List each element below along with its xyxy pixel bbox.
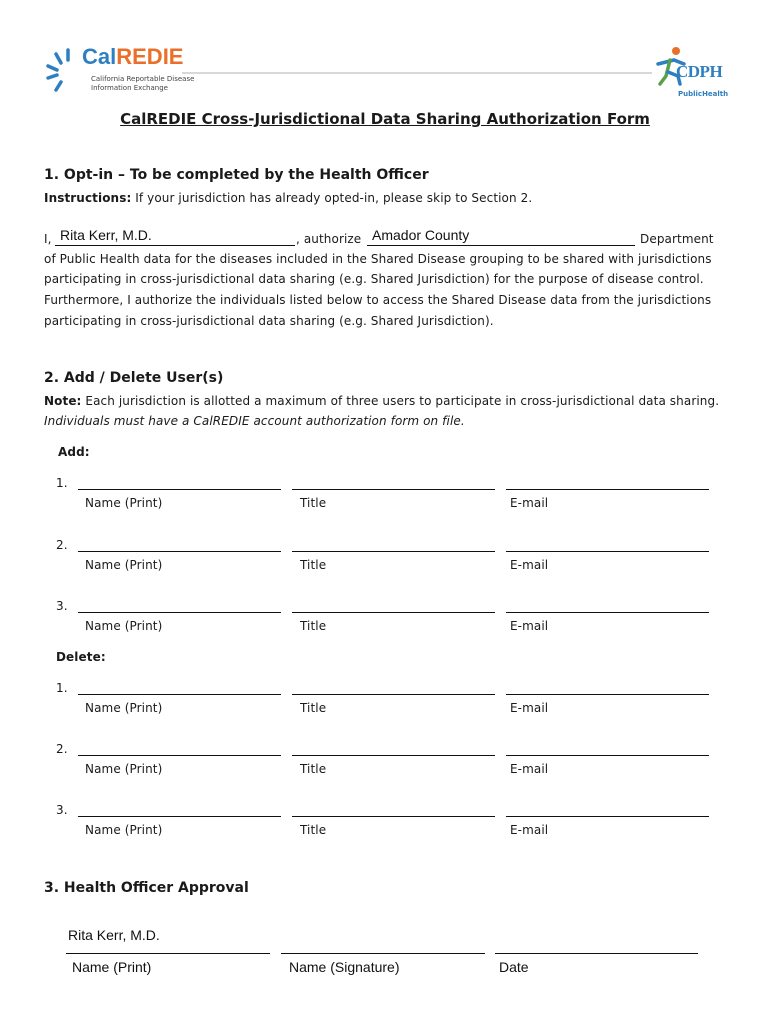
note-label: Note: <box>44 394 82 408</box>
email-caption: E-mail <box>510 701 549 715</box>
title-caption: Title <box>300 823 327 837</box>
department-text: Department <box>640 232 714 246</box>
name-caption: Name (Print) <box>85 496 163 510</box>
brand-subtitle-1: California Reportable Disease <box>91 75 195 83</box>
add-label: Add: <box>58 445 90 459</box>
approval-name-caption: Name (Print) <box>72 959 152 975</box>
name-caption: Name (Print) <box>85 701 163 715</box>
brand-subtitle-2: Information Exchange <box>91 84 168 92</box>
section3-heading: 3. Health Officer Approval <box>44 880 249 896</box>
section2-note <box>44 394 719 408</box>
title-caption: Title <box>300 701 327 715</box>
title-caption: Title <box>300 496 327 510</box>
instructions-text: If your jurisdiction has already opted-in, please skip to Section 2. <box>131 191 533 205</box>
approval-date-line[interactable] <box>495 953 698 954</box>
name-caption: Name (Print) <box>85 762 163 776</box>
title-line[interactable] <box>292 755 495 756</box>
officer-name-line <box>55 245 295 246</box>
note-text: Each jurisdiction is allotted a maximum of three users to participate in cross-jurisdictional data sharing. <box>81 394 720 408</box>
name-line[interactable] <box>78 551 281 552</box>
section1-heading: 1. Opt-in – To be completed by the Health Officer <box>44 167 429 183</box>
row-number: 3. <box>56 803 68 817</box>
name-line[interactable] <box>78 489 281 490</box>
officer-name-field[interactable]: Rita Kerr, M.D. <box>60 227 152 243</box>
email-line[interactable] <box>506 551 709 552</box>
approval-name-line <box>66 953 270 954</box>
brand-prefix: Cal <box>82 44 117 69</box>
section1-body-line-2: participating in cross-jurisdictional data sharing (e.g. Shared Jurisdiction) for the purpose of disease control. <box>44 272 704 286</box>
section1-instructions <box>44 191 532 205</box>
section1-body-line-4: participating in cross-jurisdictional data sharing (e.g. Shared Jurisdiction). <box>44 314 494 328</box>
approval-date-caption: Date <box>499 959 529 975</box>
email-caption: E-mail <box>510 762 549 776</box>
email-caption: E-mail <box>510 558 549 572</box>
section1-body-line-1: of Public Health data for the diseases included in the Shared Disease grouping to be shared with jurisdictions <box>44 252 712 266</box>
delete-label: Delete: <box>56 650 106 664</box>
approval-signature-line[interactable] <box>281 953 485 954</box>
email-line[interactable] <box>506 612 709 613</box>
title-line[interactable] <box>292 694 495 695</box>
note-italic: Individuals must have a CalREDIE account authorization form on file. <box>44 414 465 428</box>
title-line[interactable] <box>292 551 495 552</box>
email-caption: E-mail <box>510 823 549 837</box>
name-line[interactable] <box>78 755 281 756</box>
jurisdiction-line <box>367 245 635 246</box>
email-caption: E-mail <box>510 496 549 510</box>
email-line[interactable] <box>506 694 709 695</box>
calredie-logo <box>44 44 195 100</box>
name-caption: Name (Print) <box>85 619 163 633</box>
email-line[interactable] <box>506 489 709 490</box>
form-title: CalREDIE Cross-Jurisdictional Data Sharing Authorization Form <box>120 110 650 128</box>
calredie-star-icon <box>44 46 84 94</box>
section2-heading: 2. Add / Delete User(s) <box>44 370 224 386</box>
section1-body-line-3: Furthermore, I authorize the individuals listed below to access the Shared Disease data from the jurisdictions <box>44 293 712 307</box>
authorize-text: , authorize <box>296 232 362 246</box>
email-line[interactable] <box>506 816 709 817</box>
row-number: 3. <box>56 599 68 613</box>
jurisdiction-field[interactable]: Amador County <box>372 227 470 243</box>
name-caption: Name (Print) <box>85 823 163 837</box>
name-caption: Name (Print) <box>85 558 163 572</box>
title-caption: Title <box>300 619 327 633</box>
email-line[interactable] <box>506 755 709 756</box>
row-number: 1. <box>56 476 68 490</box>
row-number: 2. <box>56 742 68 756</box>
cdph-tagline: PublicHealth <box>678 90 729 98</box>
title-caption: Title <box>300 558 327 572</box>
approval-name-field[interactable]: Rita Kerr, M.D. <box>68 927 160 943</box>
title-line[interactable] <box>292 816 495 817</box>
header-rule <box>182 72 652 74</box>
cdph-logo <box>654 46 734 102</box>
row-number: 1. <box>56 681 68 695</box>
row-number: 2. <box>56 538 68 552</box>
title-line[interactable] <box>292 489 495 490</box>
instructions-label: Instructions: <box>44 191 132 205</box>
name-line[interactable] <box>78 694 281 695</box>
name-line[interactable] <box>78 816 281 817</box>
email-caption: E-mail <box>510 619 549 633</box>
approval-signature-caption: Name (Signature) <box>289 959 400 975</box>
name-line[interactable] <box>78 612 281 613</box>
i-prefix: I, <box>44 232 52 246</box>
brand-suffix: REDIE <box>116 44 184 69</box>
title-line[interactable] <box>292 612 495 613</box>
cdph-wordmark: CDPH <box>676 62 723 81</box>
title-caption: Title <box>300 762 327 776</box>
